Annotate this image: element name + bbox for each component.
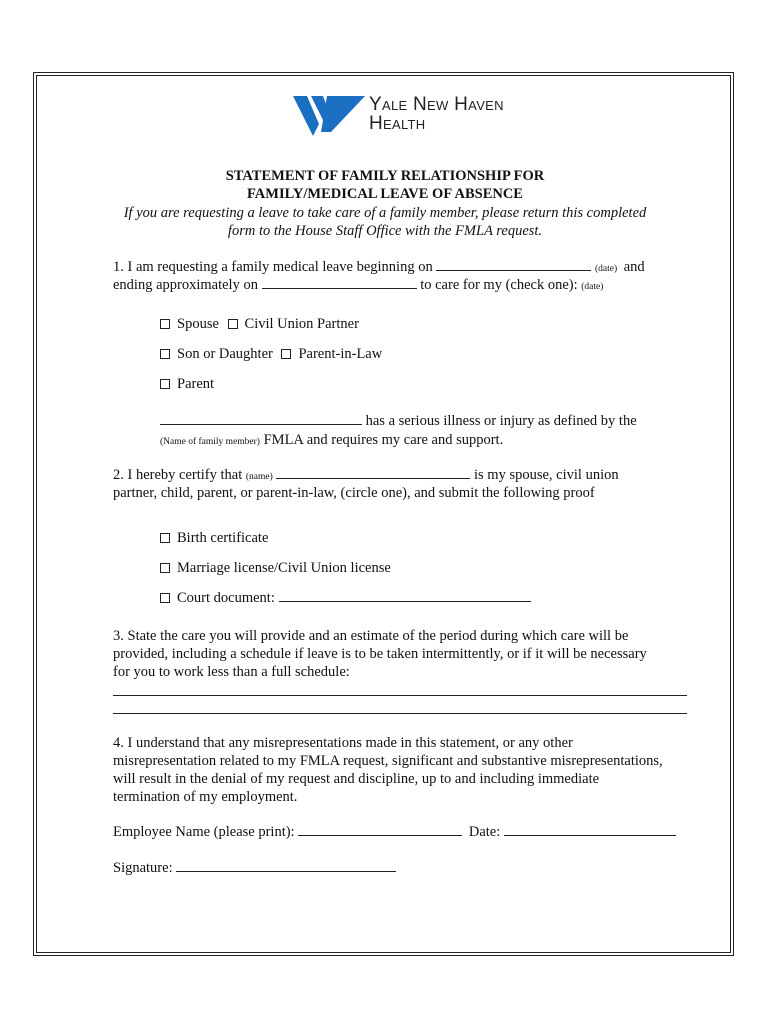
section4-line2: misrepresentation related to my FMLA request, significant and substantive misrepresentations, [113, 753, 663, 769]
spouse-label: Spouse [177, 316, 219, 332]
marriage-license-checkbox[interactable] [160, 563, 170, 573]
birth-certificate-label: Birth certificate [177, 530, 269, 546]
illness-line2 [160, 431, 503, 451]
section2-line1 [113, 466, 619, 486]
title-line1: STATEMENT OF FAMILY RELATIONSHIP FOR [225, 168, 545, 184]
section2-line2: partner, child, parent, or parent-in-law, (circle one), and submit the following proof [113, 485, 595, 501]
parent-in-law-checkbox[interactable] [281, 349, 291, 359]
proof-row-marriage [160, 559, 391, 577]
relationship-row-3 [160, 375, 214, 393]
leave-end-date-field[interactable] [262, 276, 417, 289]
section2-text-a: 2. I hereby certify that [113, 467, 243, 483]
marriage-license-label: Marriage license/Civil Union license [177, 560, 391, 576]
name-hint: (name) [245, 472, 273, 482]
parent-checkbox[interactable] [160, 379, 170, 389]
court-document-field[interactable] [279, 589, 531, 602]
leave-start-date-field[interactable] [436, 258, 591, 271]
section2-text-b: is my spouse, civil union [474, 467, 619, 483]
section4-line3: will result in the denial of my request and discipline, up to and including immediate [113, 771, 600, 787]
section4-line1: 4. I understand that any misrepresentations made in this statement, or any other [113, 735, 573, 751]
illness-text-a: has a serious illness or injury as defined by the [365, 413, 637, 429]
employee-name-field[interactable] [298, 823, 462, 836]
son-daughter-checkbox[interactable] [160, 349, 170, 359]
family-member-hint: (Name of family member) [160, 437, 260, 447]
section3-line1: 3. State the care you will provide and an estimate of the period during which care will be [113, 628, 629, 644]
parent-label: Parent [177, 376, 215, 392]
section3-line2: provided, including a schedule if leave is to be taken intermittently, or if it will be necessary [113, 646, 647, 662]
section1-line2 [113, 276, 603, 296]
intro-line1: If you are requesting a leave to take care of a family member, please return this completed [123, 205, 647, 221]
certified-name-field[interactable] [276, 466, 470, 479]
family-member-name-field[interactable] [160, 412, 362, 425]
section1-text-b: and [623, 259, 645, 275]
section1-text-a: 1. I am requesting a family medical leave beginning on [113, 259, 433, 275]
section1-line1 [113, 258, 645, 278]
logo-line1: Yale New Haven [369, 94, 504, 115]
section3-line3: for you to work less than a full schedule: [113, 664, 350, 680]
court-document-label: Court document: [177, 590, 275, 606]
signature-label: Signature: [113, 860, 173, 876]
signature-row [113, 859, 396, 877]
illness-line1 [160, 412, 637, 430]
signature-field[interactable] [176, 859, 396, 872]
section1-text-c: ending approximately on [113, 277, 258, 293]
proof-row-court [160, 589, 531, 607]
civil-union-checkbox[interactable] [228, 319, 238, 329]
date-field[interactable] [504, 823, 676, 836]
logo-line2: Health [369, 113, 426, 134]
spouse-checkbox[interactable] [160, 319, 170, 329]
illness-text-b: FMLA and requires my care and support. [263, 432, 504, 448]
parent-in-law-label: Parent-in-Law [298, 346, 383, 362]
section1-text-d: to care for my (check one): [420, 277, 578, 293]
intro-line2: form to the House Staff Office with the FMLA request. [227, 223, 543, 239]
employee-name-label: Employee Name (please print): [113, 824, 295, 840]
care-description-field-2[interactable] [113, 713, 687, 714]
proof-row-birth [160, 529, 268, 547]
relationship-row-2 [160, 345, 382, 363]
court-document-checkbox[interactable] [160, 593, 170, 603]
relationship-row-1 [160, 315, 359, 333]
date-hint: (date) [594, 264, 618, 274]
employee-name-row [113, 823, 676, 841]
son-daughter-label: Son or Daughter [177, 346, 273, 362]
care-description-field-1[interactable] [113, 695, 687, 696]
section4-line4: termination of my employment. [113, 789, 298, 805]
title-line2: FAMILY/MEDICAL LEAVE OF ABSENCE [247, 186, 523, 202]
civil-union-label: Civil Union Partner [244, 316, 359, 332]
birth-certificate-checkbox[interactable] [160, 533, 170, 543]
date-label: Date: [468, 824, 501, 840]
date-hint: (date) [581, 282, 604, 292]
logo-mark-icon [293, 94, 365, 136]
